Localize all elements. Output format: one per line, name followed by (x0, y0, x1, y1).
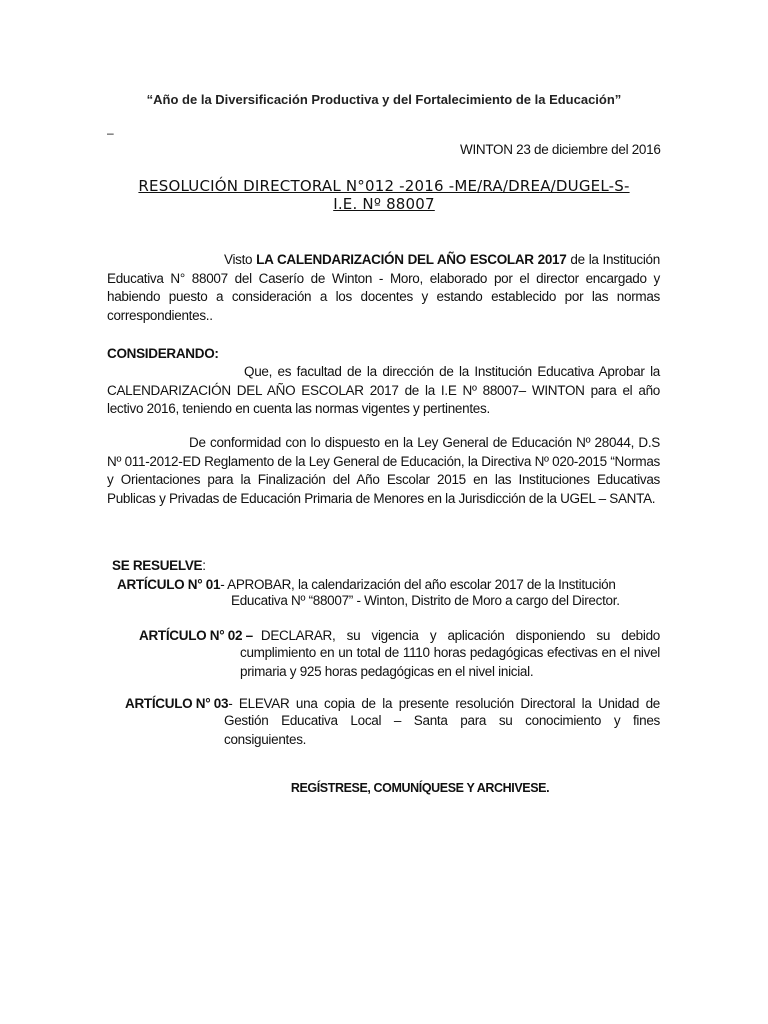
considerando-heading: CONSIDERANDO: (107, 346, 219, 361)
article-02-line1: DECLARAR, su vigencia y aplicación disponiendo su debido (260, 628, 660, 643)
article-03-line1: - ELEVAR una copia de la presente resolución Directoral la Unidad de (228, 696, 660, 711)
article-03 (125, 696, 660, 749)
article-01 (117, 577, 662, 608)
article-02 (139, 628, 660, 681)
article-03-rest: Gestión Educativa Local – Santa para su conocimiento y fines consiguientes. (224, 713, 660, 747)
title-line-1: RESOLUCIÓN DIRECTORAL N°012 -2016 -ME/RA/DREA/DUGEL-S- (138, 177, 630, 195)
se-resuelve-heading: SE RESUELVE: (112, 558, 206, 573)
considerando-paragraph-1: Que, es facultad de la dirección de la Institución Educativa Aprobar la CALENDARIZACIÓN DEL AÑO ESCOLAR 2017 de la I.E Nº 88007– WINTON para el año lectivo 2016, teniendo en cuenta las normas vigentes y pertinentes. (107, 364, 660, 416)
visto-prefix: Visto (224, 252, 257, 267)
visto-bold: LA CALENDARIZACIÓN DEL AÑO ESCOLAR 2017 (256, 252, 567, 267)
visto-paragraph (107, 251, 660, 325)
closing-formula: REGÍSTRESE, COMUNÍQUESE Y ARCHIVESE. (290, 781, 550, 795)
article-03-head: ARTÍCULO N° 03 (125, 696, 229, 711)
title-line-2: I.E. Nº 88007 (333, 195, 435, 213)
resolution-title (100, 177, 668, 213)
considerando-paragraph-2: De conformidad con lo dispuesto en la Ley General de Educación Nº 28044, D.S Nº 011-2012-ED Reglamento de la Ley General de Educación, la Directiva Nº 020-2015 “Normas y Orientaciones para la Finalización del Año Escolar 2015 en las Instituciones Educativas Publicas y Privadas de Educación Primaria de Menores en la Jurisdicción de la UGEL – SANTA. (107, 435, 660, 506)
article-02-head: ARTÍCULO N° 02 – (139, 628, 253, 643)
dash-mark: – (107, 126, 114, 140)
article-01-line1: - APROBAR, la calendarización del año escolar 2017 de la Institución (220, 577, 616, 592)
article-01-line2: Educativa Nº “88007” - Winton, Distrito de Moro a cargo del Director. (231, 593, 620, 608)
year-motto: “Año de la Diversificación Productiva y del Fortalecimiento de la Educación” (146, 92, 622, 107)
article-01-head: ARTÍCULO N° 01 (117, 577, 221, 592)
article-02-rest: cumplimiento en un total de 1110 horas pedagógicas efectivas en el nivel primaria y 925 horas pedagógicas en el nivel inicial. (240, 645, 660, 679)
date-line: WINTON 23 de diciembre del 2016 (460, 142, 661, 157)
visto-rest: de la Institución Educativa N° 88007 del Caserío de Winton - Moro, elaborado por el director encargado y habiendo puesto a consideración a los docentes y estando establecido por las normas correspondientes.. (107, 252, 660, 323)
